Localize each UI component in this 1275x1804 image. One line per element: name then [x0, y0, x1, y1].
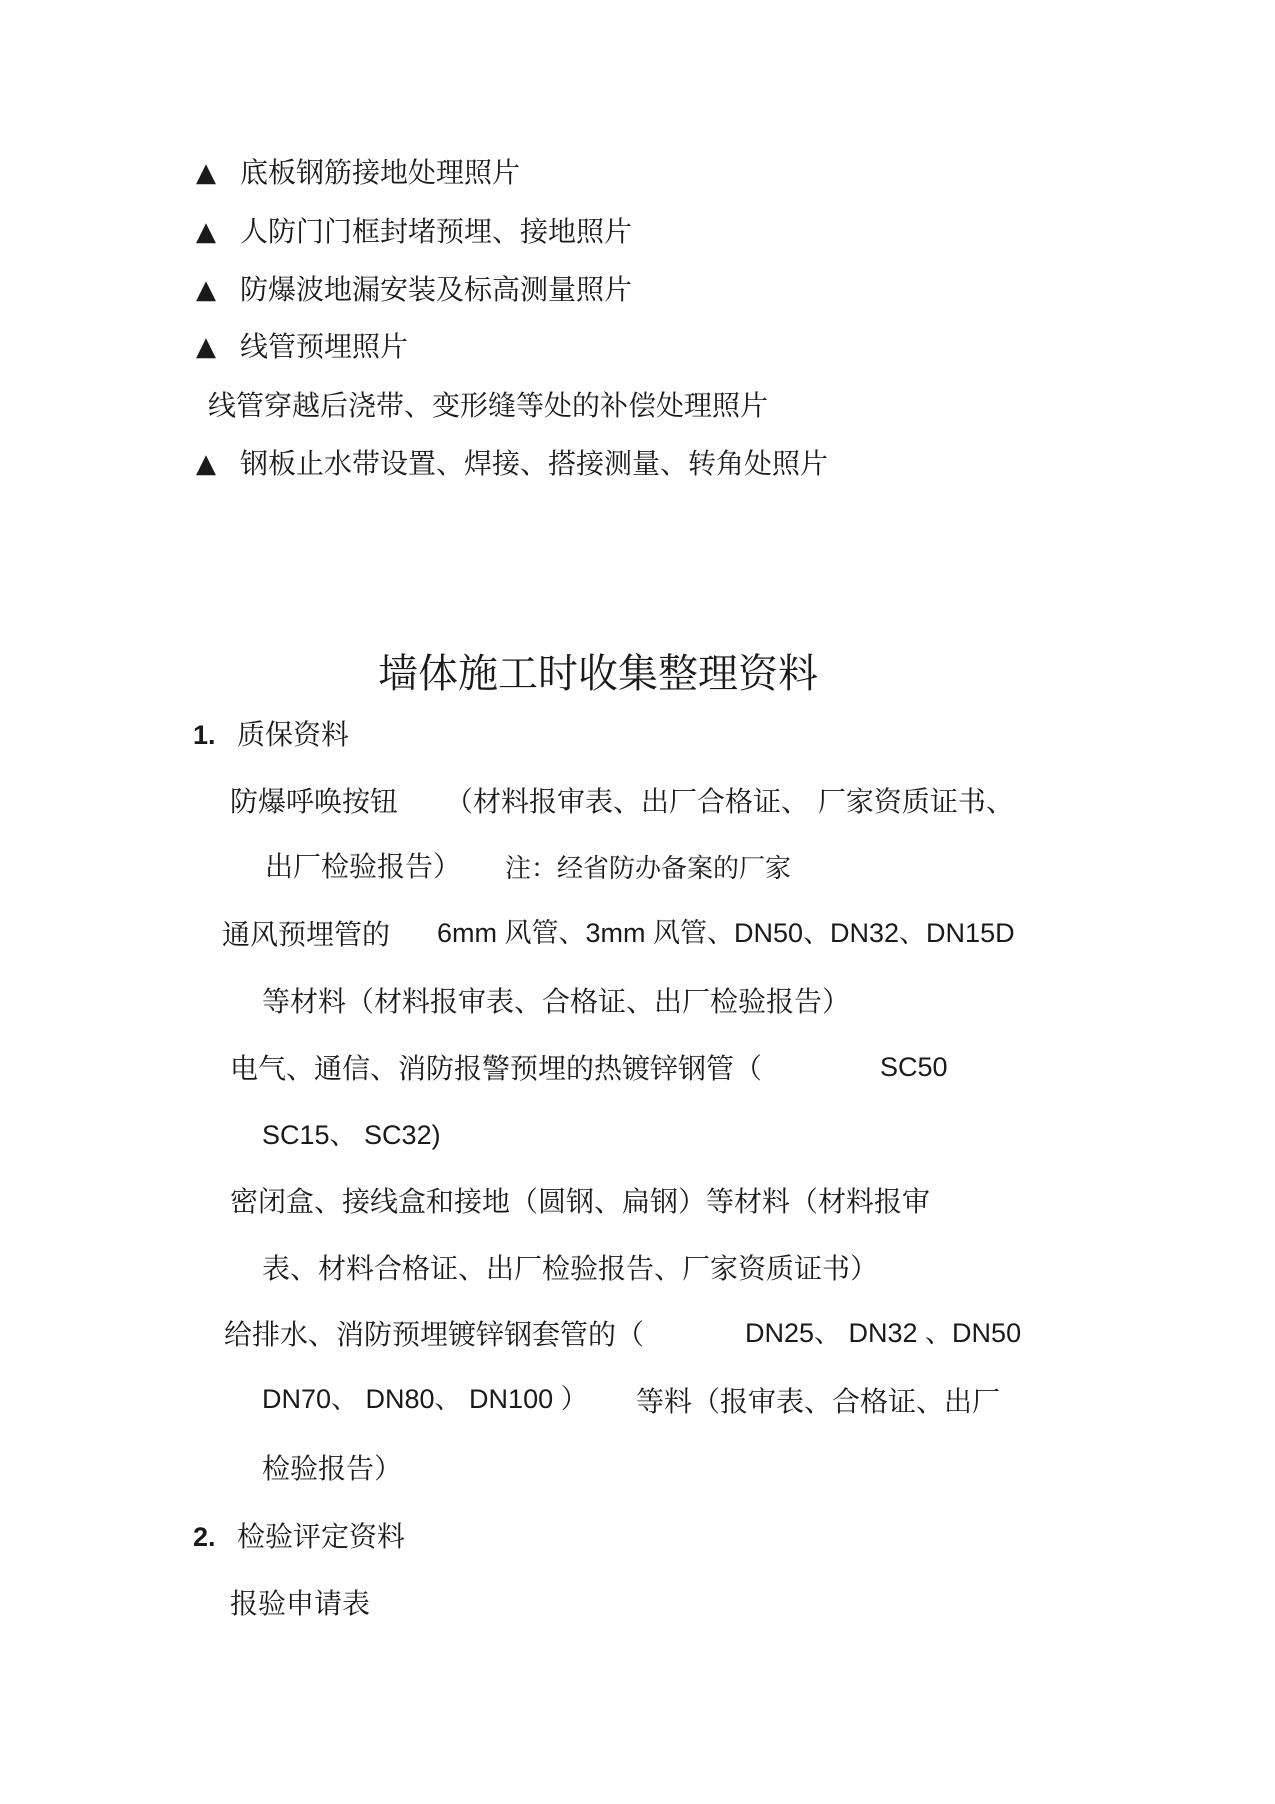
s1-line-3b: 6mm 风管、3mm 风管、DN50、DN32、DN15D [437, 918, 1015, 948]
triangle-bullet-icon: ▲ [196, 217, 216, 247]
section-title: 墙体施工时收集整理资料 [378, 651, 818, 697]
section1-number: 1. [193, 720, 216, 750]
photo-plain-line: 线管穿越后浇带、变形缝等处的补偿处理照片 [208, 389, 769, 422]
s1-line-3a: 通风预埋管的 [222, 918, 391, 951]
triangle-bullet-icon: ▲ [196, 449, 216, 479]
s1-line-5a: 电气、通信、消防报警预埋的热镀锌钢管（ [230, 1052, 763, 1085]
s1-line-2-note: 注：经省防办备案的厂家 [505, 854, 792, 884]
photo-item-4: 线管预埋照片 [240, 330, 409, 363]
s1-line-6: SC15、 SC32) [262, 1120, 441, 1150]
triangle-bullet-icon: ▲ [196, 158, 216, 188]
photo-item-1: 底板钢筋接地处理照片 [240, 156, 521, 189]
s1-line-4: 等材料（材料报审表、合格证、出厂检验报告） [262, 985, 851, 1018]
photo-item-5: 钢板止水带设置、焊接、搭接测量、转角处照片 [240, 447, 829, 480]
s1-line-1: 防爆呼唤按钮 [230, 785, 399, 818]
s2-line-1: 报验申请表 [230, 1587, 371, 1620]
s1-line-9b: DN25、 DN32 、DN50 [745, 1318, 1022, 1348]
photo-item-2: 人防门门框封堵预埋、接地照片 [240, 215, 633, 248]
section1-heading: 质保资料 [237, 718, 350, 751]
s1-line-1b: （材料报审表、出厂合格证、 厂家资质证书、 [445, 785, 1014, 818]
s1-line-9a: 给排水、消防预埋镀锌钢套管的（ [224, 1318, 645, 1351]
triangle-bullet-icon: ▲ [196, 332, 216, 362]
s1-line-7: 密闭盒、接线盒和接地（圆钢、扁钢）等材料（材料报审 [230, 1185, 931, 1218]
s1-line-10b: 等料（报审表、合格证、出厂 [636, 1385, 1001, 1418]
section2-number: 2. [193, 1522, 216, 1552]
s1-line-2: 出厂检验报告） [265, 850, 462, 883]
s1-line-11: 检验报告） [262, 1452, 403, 1485]
s1-line-10a: DN70、 DN80、 DN100 ） [262, 1384, 588, 1414]
s1-line-5b: SC50 [880, 1052, 948, 1082]
triangle-bullet-icon: ▲ [196, 275, 216, 305]
s1-line-8: 表、材料合格证、出厂检验报告、厂家资质证书） [262, 1252, 879, 1285]
photo-item-3: 防爆波地漏安装及标高测量照片 [240, 273, 633, 306]
section2-heading: 检验评定资料 [237, 1520, 406, 1553]
